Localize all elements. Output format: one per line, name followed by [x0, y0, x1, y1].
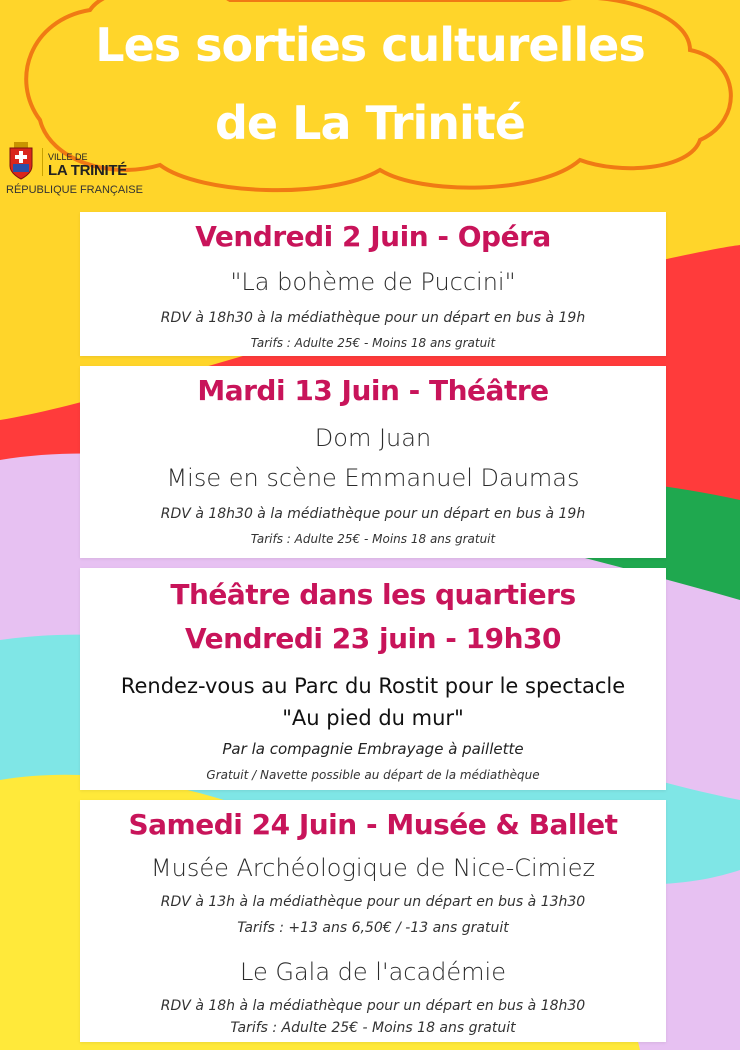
city-logo — [6, 142, 146, 204]
event-title: Musée Archéologique de Nice-Cimiez — [150, 854, 596, 882]
event-tarifs: Tarifs : Adulte 25€ - Moins 18 ans gratuit — [250, 532, 496, 546]
event-tarifs: Tarifs : Adulte 25€ - Moins 18 ans gratuit — [250, 336, 496, 350]
page-title-line2: de La Trinité — [215, 96, 525, 150]
logo-separator — [42, 148, 43, 176]
event-heading: Théâtre dans les quartiers — [170, 578, 576, 611]
event-heading: Mardi 13 Juin - Théâtre — [197, 374, 549, 407]
event-rdv: RDV à 13h à la médiathèque pour un départ en bus à 13h30 — [160, 894, 586, 910]
event-card-opera — [80, 212, 666, 356]
event-card-theatre — [80, 366, 666, 558]
coat-of-arms-icon — [8, 142, 34, 180]
event-tarifs: Tarifs : +13 ans 6,50€ / -13 ans gratuit — [237, 920, 509, 936]
logo-city-name: LA TRINITÉ — [48, 162, 127, 179]
page-title-line1: Les sorties culturelles — [95, 18, 645, 72]
event-title: "La bohème de Puccini" — [230, 268, 516, 296]
event-title: Dom Juan — [314, 424, 432, 452]
event-company: Par la compagnie Embrayage à paillette — [222, 740, 524, 758]
event-tarifs-2: Tarifs : Adulte 25€ - Moins 18 ans gratuit — [230, 1020, 516, 1036]
event-card-musee-ballet — [80, 800, 666, 1042]
event-rdv-2: RDV à 18h à la médiathèque pour un départ en bus à 18h30 — [160, 998, 586, 1014]
event-title-2: Le Gala de l'académie — [240, 958, 506, 986]
event-heading-date: Vendredi 23 juin - 19h30 — [184, 622, 562, 655]
event-rdv: RDV à 18h30 à la médiathèque pour un départ en bus à 19h — [160, 506, 586, 522]
logo-republique: RÉPUBLIQUE FRANÇAISE — [6, 184, 143, 196]
logo-ville-label: VILLE DE — [48, 152, 88, 162]
event-line1: Rendez-vous au Parc du Rostit pour le spectacle — [120, 674, 626, 698]
event-line2: "Au pied du mur" — [282, 706, 464, 730]
event-subtitle: Mise en scène Emmanuel Daumas — [166, 464, 580, 492]
event-card-quartiers — [80, 568, 666, 790]
event-heading: Samedi 24 Juin - Musée & Ballet — [128, 808, 618, 841]
event-rdv: RDV à 18h30 à la médiathèque pour un départ en bus à 19h — [160, 310, 586, 326]
event-heading: Vendredi 2 Juin - Opéra — [195, 220, 551, 253]
event-tarifs: Gratuit / Navette possible au départ de la médiathèque — [206, 768, 540, 782]
